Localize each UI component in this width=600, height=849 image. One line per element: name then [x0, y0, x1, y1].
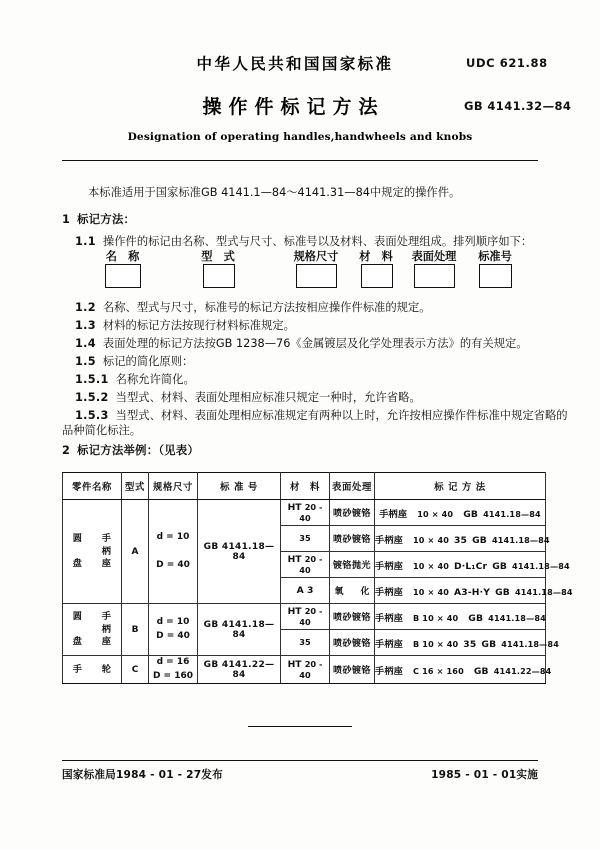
section-2-number: 2 [62, 444, 71, 457]
marking-extra: A3-H·Y [454, 586, 491, 598]
cell-surface: 氧 化 [330, 578, 375, 604]
marking-name: 手柄座 [379, 508, 408, 520]
name-char: 手 [101, 533, 112, 545]
size-d: d = 16 [156, 657, 190, 667]
marking-gb: GB [481, 638, 497, 650]
table-header-row [63, 473, 546, 500]
marking-size: 10 × 40 [417, 508, 454, 519]
diagram-box-material [361, 264, 393, 288]
cell-material [281, 552, 330, 578]
section-1-5-2 [75, 390, 421, 405]
cell-marking [375, 604, 546, 630]
marking-standard: 4141.18—84 [512, 560, 570, 571]
marking-gb: GB [495, 586, 510, 598]
section-1-5-text: 标记的简化原则： [102, 355, 194, 368]
diagram-box-size [296, 264, 337, 288]
table-row [63, 604, 546, 630]
section-1-2-text: 名称、型式与尺寸，标准号的标记方法按相应操作件标准的规定。 [102, 301, 431, 314]
material-code: HT [287, 553, 302, 565]
cell-standard: GB 4141.18—84 [198, 500, 281, 604]
size-d: d = 10 [156, 617, 190, 627]
section-1-5-1-number: 1.5.1 [75, 373, 109, 386]
section-1-3-number: 1.3 [75, 319, 96, 332]
cell-marking [375, 500, 546, 526]
name-char: 盘 [72, 636, 83, 648]
name-char: 圆 [72, 611, 83, 623]
marking-gb: GB [472, 534, 487, 546]
marking-order-diagram [0, 248, 600, 296]
section-1-5-number: 1.5 [75, 355, 96, 368]
name-char: 圆 [72, 533, 83, 545]
name-char [63, 547, 92, 557]
marking-name: 手柄座 [375, 612, 404, 624]
marking-name: 手柄座 [375, 534, 404, 546]
col-size: 规格尺寸 [149, 473, 198, 500]
section-1-5-1 [75, 372, 195, 387]
standard-number: GB 4141.32—84 [464, 99, 572, 113]
marking-gb: GB [463, 508, 479, 520]
material-grade: 20 - 40 [299, 553, 323, 575]
material-code: HT [287, 605, 302, 617]
section-2-text: 标记方法举例：（见表） [77, 444, 200, 457]
marking-size: B 10 × 40 [413, 612, 459, 623]
section-1-3-text: 材料的标记方法按现行材料标准规定。 [102, 319, 295, 332]
section-1-1 [75, 234, 532, 249]
col-surface: 表面处理 [330, 473, 375, 500]
marking-size: 10 × 40 [413, 586, 450, 597]
part-name-grid [63, 656, 121, 683]
table-body [63, 500, 573, 684]
diagram-box-type [203, 264, 235, 288]
cell-material [281, 578, 330, 604]
diagram-label-surface: 表面处理 [411, 250, 457, 263]
section-1-1-text: 操作件的标记由名称、型式与尺寸、标准号以及材料、表面处理组成。排列顺序如下： [102, 235, 533, 248]
diagram-box-name [105, 264, 141, 288]
footer-divider [62, 760, 538, 761]
marking-name: 手柄座 [375, 560, 404, 572]
table-row [63, 500, 546, 526]
part-name-grid [63, 604, 121, 655]
part-name-grid [63, 495, 121, 608]
diagram-label-standard: 标准号 [478, 250, 512, 263]
section-divider [248, 726, 352, 727]
material-grade: 20 - 40 [299, 605, 323, 627]
marking-examples-table [62, 472, 573, 684]
section-1-5 [75, 354, 193, 369]
cell-part-name [63, 656, 122, 684]
english-title: Designation of operating handles,handwheels and knobs [127, 131, 473, 143]
cell-surface: 喷砂镀铬 [330, 526, 375, 552]
cell-part-name [63, 604, 122, 656]
material-code: HT [287, 501, 302, 513]
cell-part-name [63, 500, 122, 604]
diagram-box-surface [414, 264, 455, 288]
marking-standard: 4141.22—84 [493, 665, 552, 676]
section-1-5-2-text: 当型式、材料、表面处理相应标准只规定一种时，允许省略。 [115, 391, 421, 404]
cell-material [281, 630, 330, 656]
scope-paragraph: 本标准适用于国家标准GB 4141.1—84～4141.31—84中规定的操作件。 [88, 186, 461, 199]
col-marking: 标 记 方 法 [375, 473, 546, 500]
name-char: 手 [101, 611, 112, 623]
cell-type: A [122, 500, 149, 604]
section-1-2 [75, 300, 431, 315]
diagram-label-size: 规格尺寸 [293, 250, 339, 263]
material-grade: 20 - 40 [299, 658, 323, 680]
marking-name: 手柄座 [375, 665, 404, 677]
cell-marking [375, 578, 573, 604]
marking-standard: 4141.18—84 [483, 508, 541, 519]
page-title: 操作件标记方法 [202, 96, 385, 118]
section-1-4-number: 1.4 [75, 337, 96, 350]
cell-size [149, 500, 198, 604]
name-char: 手 [72, 663, 83, 675]
udc-code: UDC 621.88 [466, 56, 548, 70]
marking-extra: 35 [463, 638, 477, 650]
name-char: 盘 [72, 558, 83, 570]
marking-gb: GB [468, 612, 484, 624]
name-char: 柄 [101, 623, 112, 635]
material-grade: 35 [299, 637, 311, 647]
col-standard: 标 准 号 [198, 473, 281, 500]
diagram-box-standard [479, 264, 512, 288]
material-grade: 20 - 40 [299, 501, 323, 523]
header-divider [62, 160, 538, 161]
col-material: 材 料 [281, 473, 330, 500]
cell-material [281, 656, 330, 684]
marking-extra: 35 [454, 534, 468, 546]
cell-standard: GB 4141.18—84 [198, 604, 281, 656]
section-1-number: 1 [62, 213, 71, 226]
diagram-label-name: 名 称 [105, 250, 140, 263]
section-1 [62, 212, 135, 227]
cell-standard: GB 4141.22—84 [198, 656, 281, 684]
cell-size [149, 604, 198, 656]
cell-surface: 喷砂镀铬 [330, 630, 375, 656]
diagram-label-material: 材 料 [359, 250, 393, 263]
section-1-text: 标记方法： [77, 213, 136, 226]
col-type: 型式 [122, 473, 149, 500]
section-1-5-1-text: 名称允许简化。 [115, 373, 195, 386]
name-char: 座 [101, 636, 112, 648]
material-grade: 35 [299, 533, 311, 543]
marking-size: B 10 × 40 [413, 638, 459, 649]
table-head [63, 473, 546, 500]
section-1-3 [75, 318, 295, 333]
cell-surface: 喷砂镀铬 [330, 500, 375, 526]
cell-surface: 喷砂镀铬 [330, 656, 375, 684]
name-char: 柄 [101, 545, 112, 557]
cell-marking [375, 656, 552, 684]
section-1-4-text: 表面处理的标记方法按GB 1238—76《金属镀层及化学处理表示方法》的有关规定。 [102, 337, 528, 350]
marking-gb: GB [492, 560, 508, 572]
marking-gb: GB [473, 665, 489, 677]
section-1-5-3 [75, 408, 568, 423]
cell-type: B [122, 604, 149, 656]
name-char: 座 [101, 558, 112, 570]
marking-size: 10 × 40 [413, 534, 450, 545]
cell-type: C [122, 656, 149, 684]
section-1-5-3-text: 当型式、材料、表面处理相应标准规定有两种以上时，允许按相应操作件标准中规定省略的 [115, 409, 568, 422]
diagram-label-type: 型 式 [201, 250, 235, 263]
cell-surface: 喷砂镀铬 [330, 604, 375, 630]
section-1-2-number: 1.2 [75, 301, 96, 314]
section-1-4 [75, 336, 528, 351]
marking-standard: 4141.18—84 [514, 586, 573, 597]
section-1-5-2-number: 1.5.2 [75, 391, 109, 404]
size-D: D = 40 [156, 559, 190, 570]
size-d: d = 10 [156, 532, 190, 542]
marking-extra: D·L₁Cr [454, 560, 488, 572]
cell-material [281, 604, 330, 630]
cell-material [281, 526, 330, 552]
material-code: A 3 [296, 585, 314, 596]
cell-marking [375, 526, 550, 552]
marking-standard: 4141.18—84 [488, 612, 546, 623]
section-1-5-3-continued: 品种简化标注。 [62, 424, 142, 437]
marking-name: 手柄座 [375, 638, 404, 650]
cell-marking [375, 630, 559, 656]
section-1-5-3-number: 1.5.3 [75, 409, 109, 422]
name-char [63, 625, 92, 635]
size-D: D = 160 [152, 670, 194, 681]
size-D: D = 40 [156, 630, 190, 641]
cell-size [149, 656, 198, 684]
marking-name: 手柄座 [375, 586, 404, 598]
marking-standard: 4141.18—84 [491, 534, 550, 545]
cell-marking [375, 552, 570, 578]
national-standard-title: 中华人民共和国国家标准 [196, 55, 394, 73]
name-char: 轮 [101, 663, 112, 675]
marking-size: C 16 × 160 [413, 665, 464, 676]
footer-publish-info: 国家标准局1984 - 01 - 27发布 [62, 769, 223, 781]
marking-size: 10 × 40 [413, 560, 450, 571]
marking-standard: 4141.18—84 [501, 638, 559, 649]
section-2 [62, 443, 199, 458]
table-row [63, 656, 546, 684]
cell-material [281, 500, 330, 526]
cell-surface: 镀铬抛光 [330, 552, 375, 578]
footer-implement-info: 1985 - 01 - 01实施 [431, 769, 538, 781]
material-code: HT [287, 658, 302, 670]
col-part-name: 零件名称 [63, 473, 122, 500]
section-1-1-number: 1.1 [75, 235, 96, 248]
